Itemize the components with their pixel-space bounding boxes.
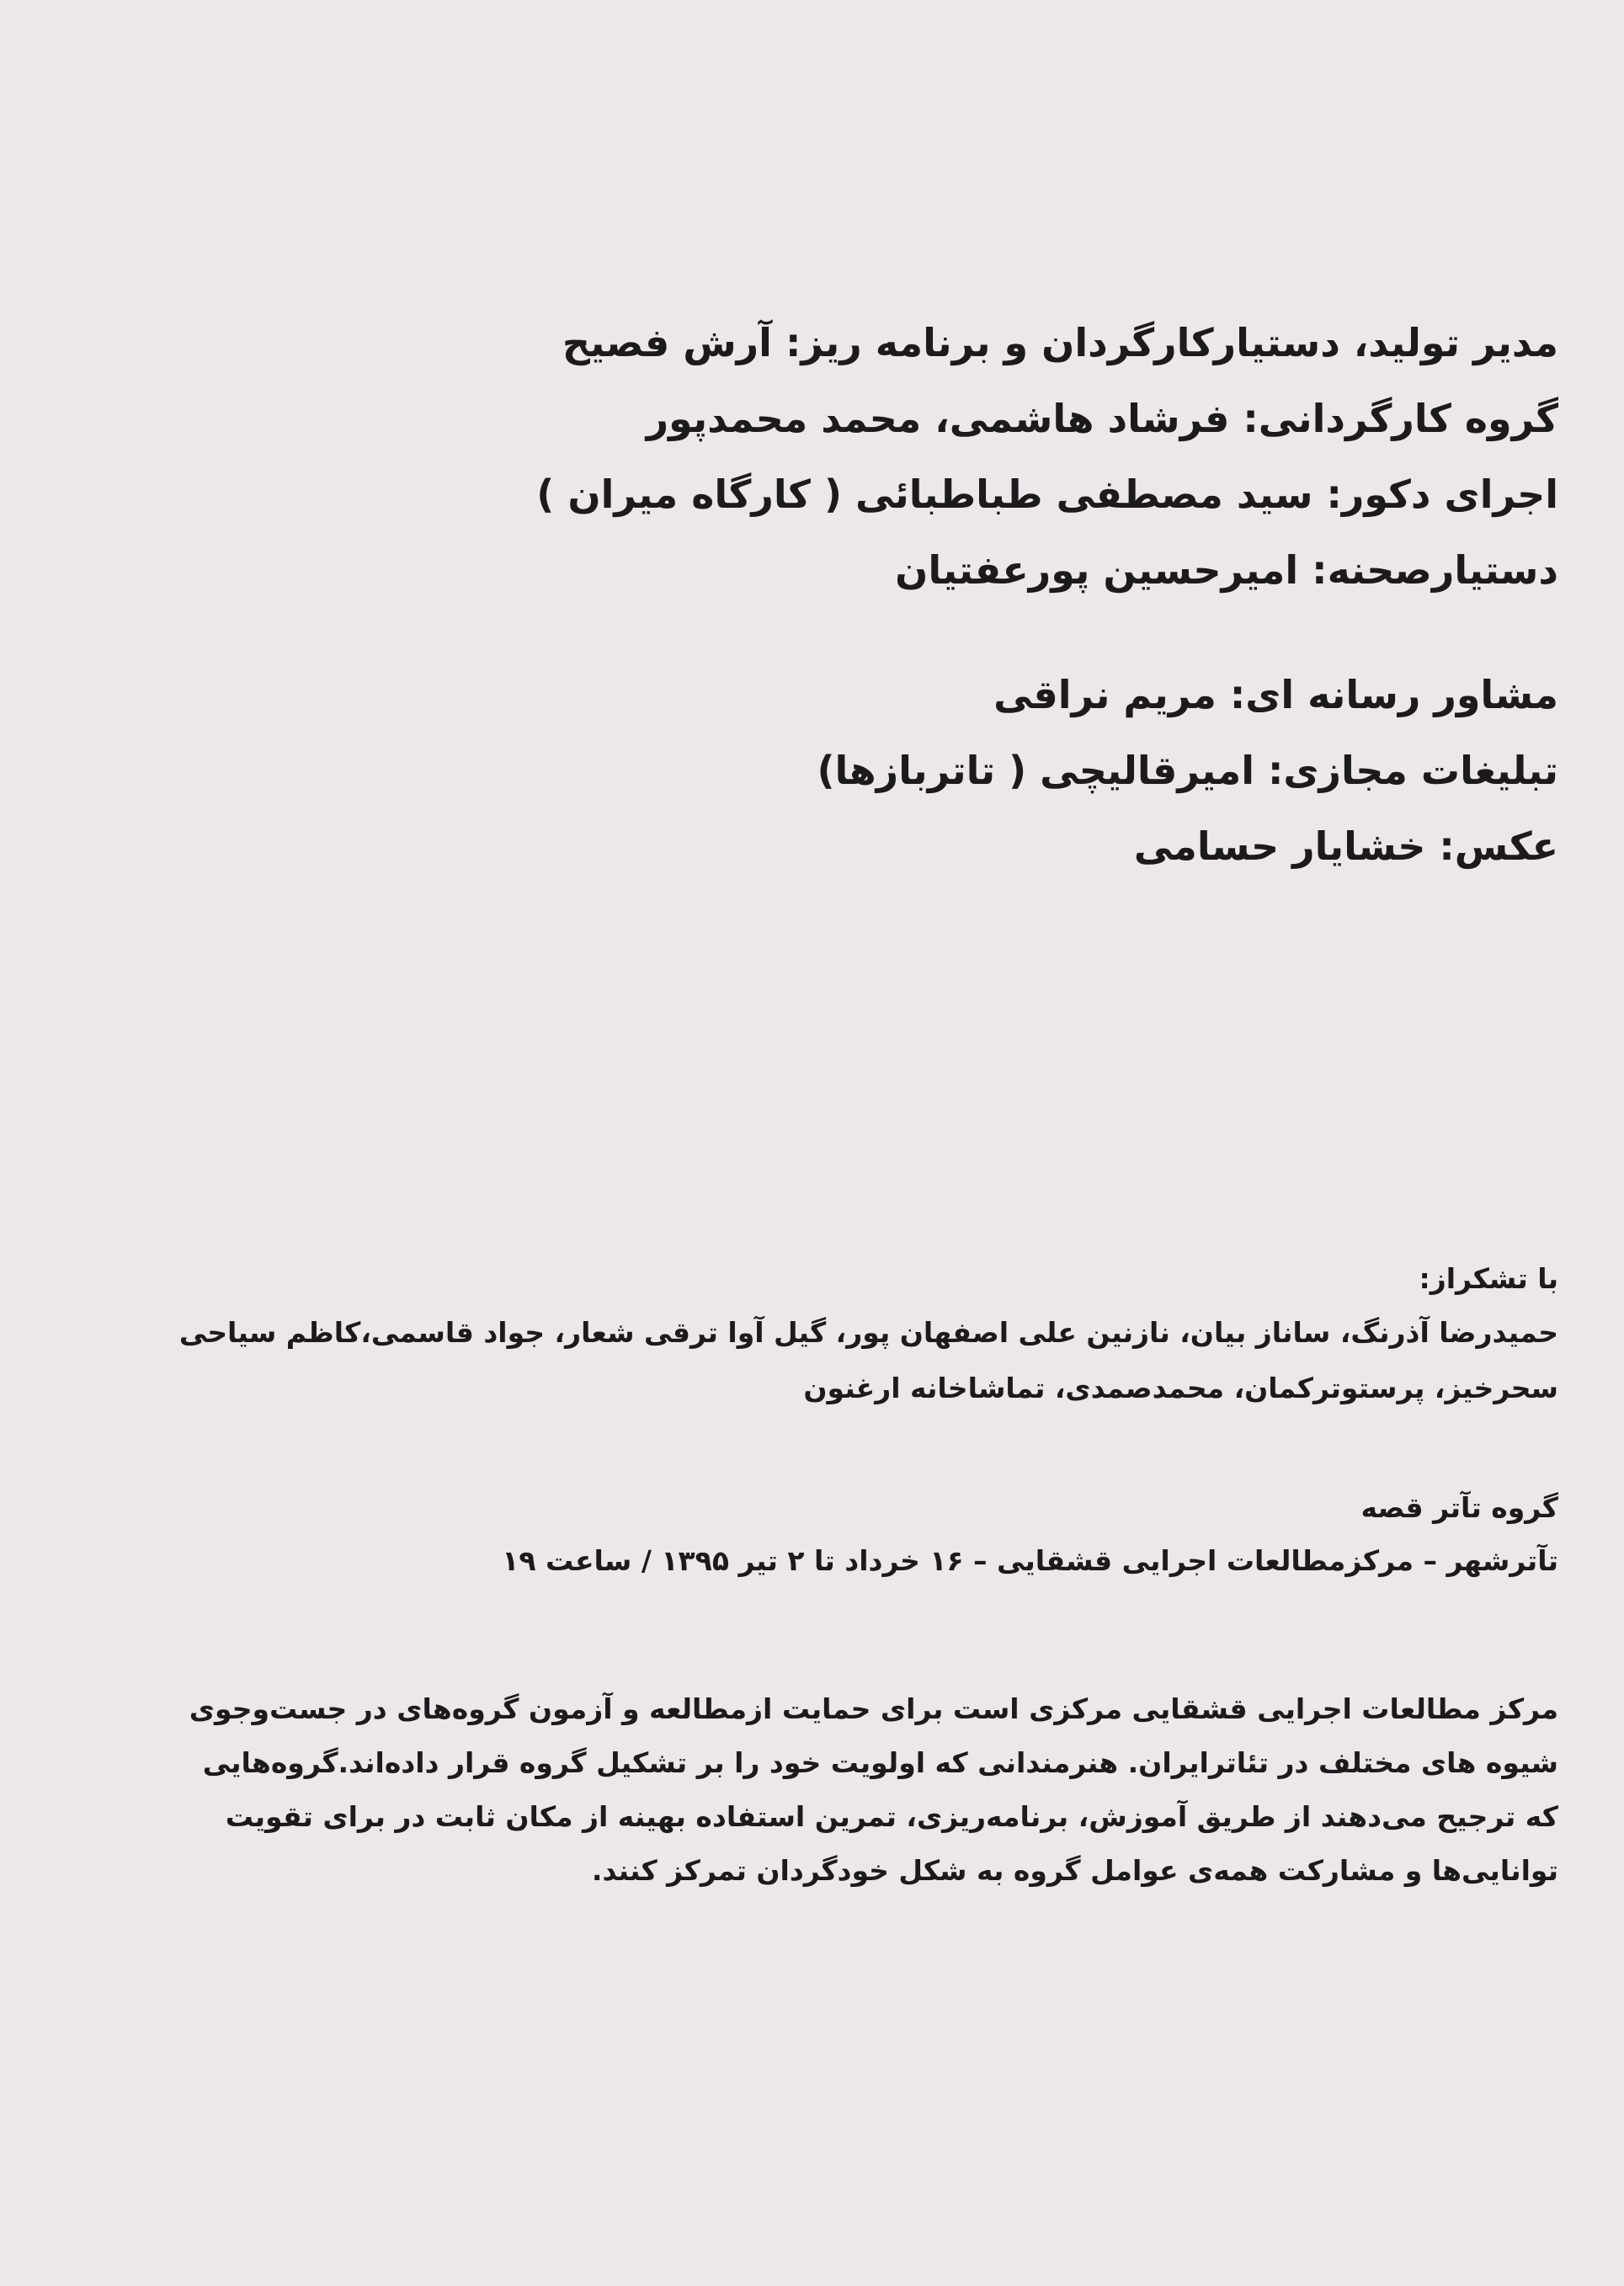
- credit-line: گروه کارگردانی: فرشاد هاشمی، محمد محمدپور: [646, 396, 1558, 441]
- media-credits: [489, 657, 1558, 884]
- credit-line: عکس: خشایار حسامی: [1133, 823, 1558, 869]
- acknowledgements-line: حمیدرضا آذرنگ، ساناز بیان، نازنین علی اصفهان پور، گیل آوا ترقی شعار، جواد قاسمی،کاظم سیاحی: [178, 1316, 1558, 1349]
- about-paragraph: [60, 1682, 1558, 1898]
- paragraph-line: توانایی‌ها و مشارکت همه‌ی عوامل گروه به شکل خودگردان تمرکز کنند.: [591, 1854, 1558, 1887]
- paragraph-line: که ترجیح می‌دهند از طریق آموزش، برنامه‌ریزی، تمرین استفاده بهینه از مکان ثابت در برای تقویت: [225, 1800, 1558, 1833]
- acknowledgements-line: سحرخیز، پرستوترکمان، محمدصمدی، تماشاخانه ارغنون: [803, 1372, 1558, 1404]
- group-name: گروه تآتر قصه: [1360, 1491, 1558, 1524]
- credit-line: دستیارصحنه: امیرحسین پورعفتیان: [895, 547, 1558, 593]
- credit-line: مشاور رسانه ای: مریم نراقی: [993, 672, 1558, 717]
- production-credits: [489, 305, 1558, 608]
- paragraph-line: شیوه های مختلف در تئاترایران. هنرمندانی که اولویت خود را بر تشکیل گروه قرار داده‌اند.گروه‌هایی: [202, 1746, 1558, 1779]
- credit-line: تبلیغات مجازی: امیرقالیچی ( تاتربازها): [817, 748, 1558, 793]
- credit-line: اجرای دکور: سید مصطفی طباطبائی ( کارگاه میران ): [536, 472, 1558, 517]
- acknowledgements-heading: با تشکراز:: [1419, 1262, 1558, 1295]
- group-info: [60, 1482, 1558, 1588]
- paragraph-line: مرکز مطالعات اجرایی قشقایی مرکزی است برای حمایت ازمطالعه و آزمون گروه‌های در جست‌وجوی: [189, 1692, 1558, 1725]
- venue-and-dates: تآترشهر – مرکزمطالعات اجرایی قشقایی – ۱۶ خرداد تا ۲ تیر ۱۳۹۵ / ساعت ۱۹: [502, 1544, 1558, 1577]
- credit-line: مدیر تولید، دستیارکارگردان و برنامه ریز: آرش فصیح: [562, 320, 1558, 365]
- acknowledgements: [60, 1253, 1558, 1416]
